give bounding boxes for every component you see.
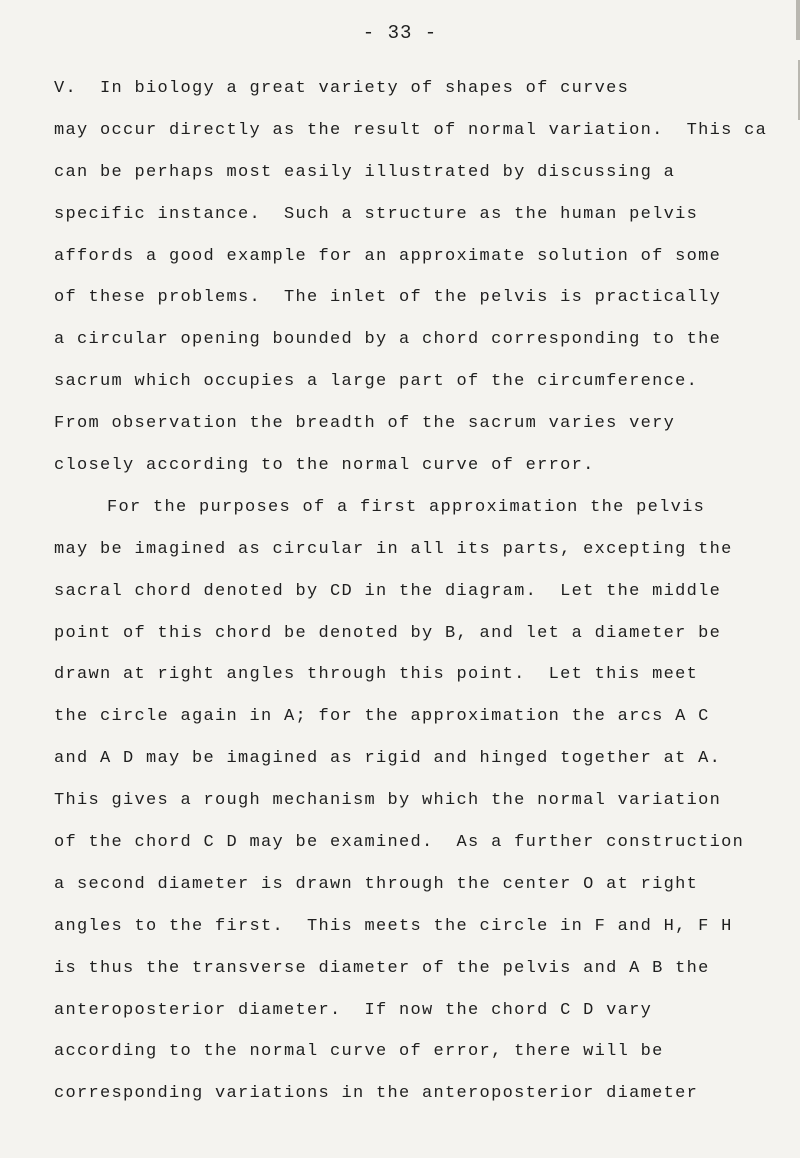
text-line: according to the normal curve of error, there will be	[54, 1042, 664, 1062]
text-line: may be imagined as circular in all its parts, excepting the	[54, 539, 733, 559]
text-line: and A D may be imagined as rigid and hinged together at A.	[54, 749, 722, 769]
page-number: - 33 -	[362, 22, 438, 44]
text-line: affords a good example for an approximate solution of some	[54, 246, 722, 266]
text-line: drawn at right angles through this point. Let this meet	[54, 665, 699, 685]
text-line: V. In biology a great variety of shapes of curves	[54, 79, 630, 98]
body-text	[54, 68, 800, 1115]
text-line: a second diameter is drawn through the center O at right	[54, 874, 699, 894]
text-line: sacrum which occupies a large part of the circumference.	[54, 372, 699, 392]
text-line: closely according to the normal curve of error.	[54, 456, 595, 476]
text-line: of these problems. The inlet of the pelvis is practically	[54, 288, 722, 308]
text-line: specific instance. Such a structure as the human pelvis	[54, 204, 699, 224]
text-line: may occur directly as the result of normal variation. This ca	[54, 120, 768, 140]
text-line: point of this chord be denoted by B, and let a diameter be	[54, 623, 722, 643]
text-line: angles to the first. This meets the circle in F and H, F H	[54, 916, 733, 936]
text-line: can be perhaps most easily illustrated by discussing a	[54, 162, 676, 182]
text-line: a circular opening bounded by a chord corresponding to the	[54, 330, 722, 350]
text-line: sacral chord denoted by CD in the diagram. Let the middle	[54, 581, 722, 601]
text-line: the circle again in A; for the approximation the arcs A C	[54, 707, 710, 727]
text-line: of the chord C D may be examined. As a further construction	[54, 833, 745, 853]
text-line: This gives a rough mechanism by which the normal variation	[54, 791, 722, 811]
text-line: corresponding variations in the anteroposterior diameter	[54, 1084, 699, 1104]
text-line: For the purposes of a first approximation the pelvis	[107, 497, 706, 517]
text-line: anteroposterior diameter. If now the chord C D vary	[54, 1000, 653, 1020]
text-line: is thus the transverse diameter of the pelvis and A B the	[54, 958, 710, 978]
text-line: From observation the breadth of the sacrum varies very	[54, 414, 676, 434]
